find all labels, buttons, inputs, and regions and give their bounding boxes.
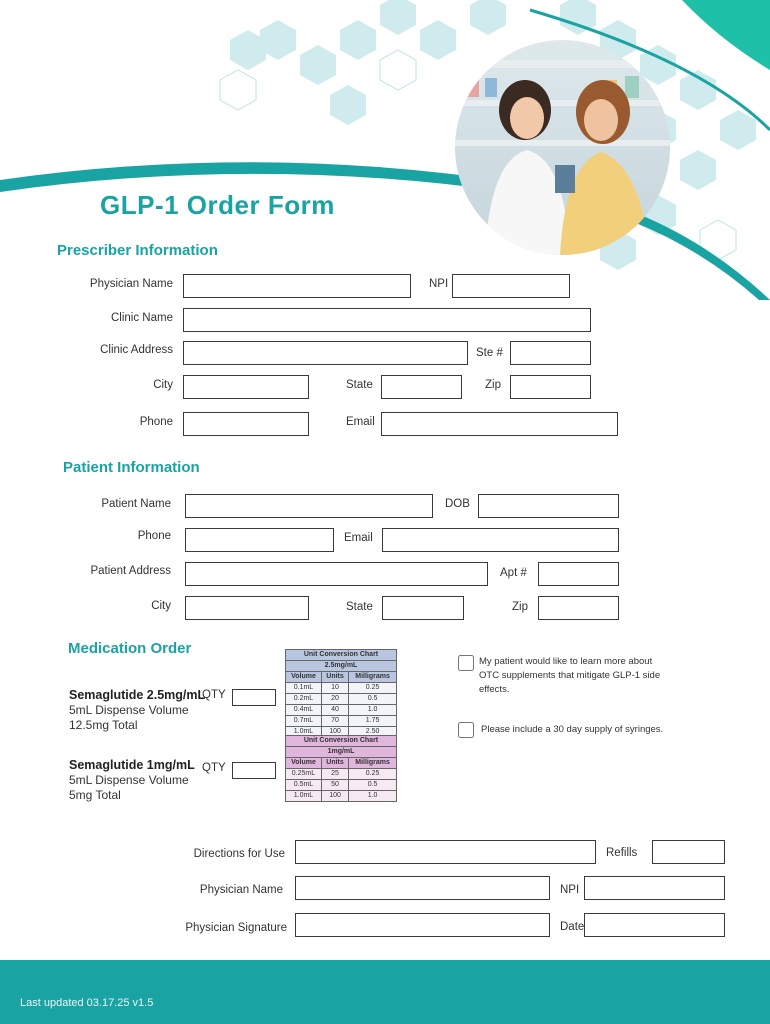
table-row [286,791,397,802]
patient-address-field[interactable] [185,562,488,586]
med1-qty-field[interactable] [232,689,276,706]
conversion-table-2-5 [285,649,397,738]
table-cell: 0.25mL [286,769,322,780]
table-cell: 0.2mL [286,694,322,705]
med1-total: 12.5mg Total [69,718,138,732]
table2-subtitle: 1mg/mL [286,747,397,758]
table-row [286,769,397,780]
table-cell: 1.0mL [286,791,322,802]
patient-state-label: State [346,601,373,613]
table-cell: 0.5mL [286,780,322,791]
apt-field[interactable] [538,562,619,586]
med1-volume: 5mL Dispense Volume [69,703,189,717]
med2-volume: 5mL Dispense Volume [69,773,189,787]
syringes-checkbox[interactable] [458,722,474,738]
table-row [286,683,397,694]
med2-total: 5mg Total [69,788,121,802]
clinic-name-field[interactable] [183,308,591,332]
table-cell: 20 [321,694,348,705]
zip-field[interactable] [510,375,591,399]
corner-accent [682,0,770,70]
patient-email-field[interactable] [382,528,619,552]
table-cell: 40 [321,705,348,716]
footer-version: Last updated 03.17.25 v1.5 [20,997,154,1009]
table2-col-units: Units [321,758,348,769]
signoff-physician-label: Physician Name [199,884,283,896]
patient-city-field[interactable] [185,596,309,620]
date-label: Date [560,921,585,933]
table-cell: 0.4mL [286,705,322,716]
physician-name-field[interactable] [183,274,411,298]
refills-label: Refills [606,847,638,859]
table2-title: Unit Conversion Chart [286,736,397,747]
patient-phone-label: Phone [137,530,171,542]
patient-heading: Patient Information [63,459,200,476]
signoff-npi-field[interactable] [584,876,725,900]
table1-col-mg: Milligrams [349,672,397,683]
medication-heading: Medication Order [68,640,192,657]
med2-block [69,758,195,803]
table-cell: 0.25 [349,683,397,694]
signoff-npi-label: NPI [560,884,580,896]
patient-address-label: Patient Address [90,565,171,577]
apt-label: Apt # [500,567,527,579]
table-cell: 50 [321,780,348,791]
med2-name: Semaglutide 1mg/mL [69,758,195,772]
date-field[interactable] [584,913,725,937]
state-field[interactable] [381,375,462,399]
city-field[interactable] [183,375,309,399]
conversion-table-1 [285,735,397,802]
phone-label: Phone [139,416,173,428]
table2-col-mg: Milligrams [349,758,397,769]
ste-field[interactable] [510,341,591,365]
table1-col-volume: Volume [286,672,322,683]
table-cell: 0.7mL [286,716,322,727]
table1-title: Unit Conversion Chart [286,650,397,661]
table1-col-units: Units [321,672,348,683]
table-cell: 1.75 [349,716,397,727]
med1-name: Semaglutide 2.5mg/mL [69,688,206,702]
photo-illustration [455,40,670,255]
city-label: City [153,379,173,391]
npi-label: NPI [429,278,449,290]
signature-field[interactable] [295,913,550,937]
patient-name-label: Patient Name [101,498,171,510]
table-cell: 1.0 [349,791,397,802]
page-title: GLP-1 Order Form [100,190,335,220]
patient-phone-field[interactable] [185,528,334,552]
syringes-text: Please include a 30 day supply of syringes. [481,724,664,735]
table-cell: 0.25 [349,769,397,780]
table-row [286,694,397,705]
physician-name-label: Physician Name [89,278,173,290]
table2-col-volume: Volume [286,758,322,769]
ste-label: Ste # [476,347,503,359]
zip-label: Zip [485,379,501,391]
directions-label: Directions for Use [193,848,285,860]
state-label: State [346,379,373,391]
patient-zip-label: Zip [512,601,528,613]
refills-field[interactable] [652,840,725,864]
otc-supplements-text: My patient would like to learn more about OTC supplements that mitigate GLP-1 side effects. [479,656,661,695]
table-cell: 25 [321,769,348,780]
table-row [286,716,397,727]
prescriber-heading: Prescriber Information [57,242,218,259]
dob-field[interactable] [478,494,619,518]
table-row [286,705,397,716]
med2-qty-label: QTY [202,762,226,774]
patient-zip-field[interactable] [538,596,619,620]
table-cell: 1.0 [349,705,397,716]
patient-city-label: City [151,600,171,612]
clinic-address-label: Clinic Address [100,344,173,356]
table-cell: 100 [321,727,348,738]
signoff-physician-field[interactable] [295,876,550,900]
table1-subtitle: 2.5mg/mL [286,661,397,672]
patient-name-field[interactable] [185,494,433,518]
med1-qty-label: QTY [202,689,226,701]
signature-label: Physician Signature [185,922,287,934]
table-row [286,780,397,791]
table-cell: 0.5 [349,694,397,705]
npi-field[interactable] [452,274,570,298]
pharmacist-photo [455,40,670,255]
table-cell: 70 [321,716,348,727]
table-cell: 10 [321,683,348,694]
clinic-name-label: Clinic Name [111,312,173,324]
table-cell: 0.5 [349,780,397,791]
email-label: Email [346,416,375,428]
med2-qty-field[interactable] [232,762,276,779]
table-cell: 1.0mL [286,727,322,738]
patient-state-field[interactable] [382,596,464,620]
dob-label: DOB [445,498,470,510]
table-cell: 2.50 [349,727,397,738]
directions-field[interactable] [295,840,596,864]
otc-supplements-checkbox[interactable] [458,655,474,671]
med1-block [69,688,205,733]
table-cell: 100 [321,791,348,802]
phone-field[interactable] [183,412,309,436]
email-field[interactable] [381,412,618,436]
clinic-address-field[interactable] [183,341,468,365]
patient-email-label: Email [344,532,373,544]
table-cell: 0.1mL [286,683,322,694]
footer-bar [0,960,770,1024]
